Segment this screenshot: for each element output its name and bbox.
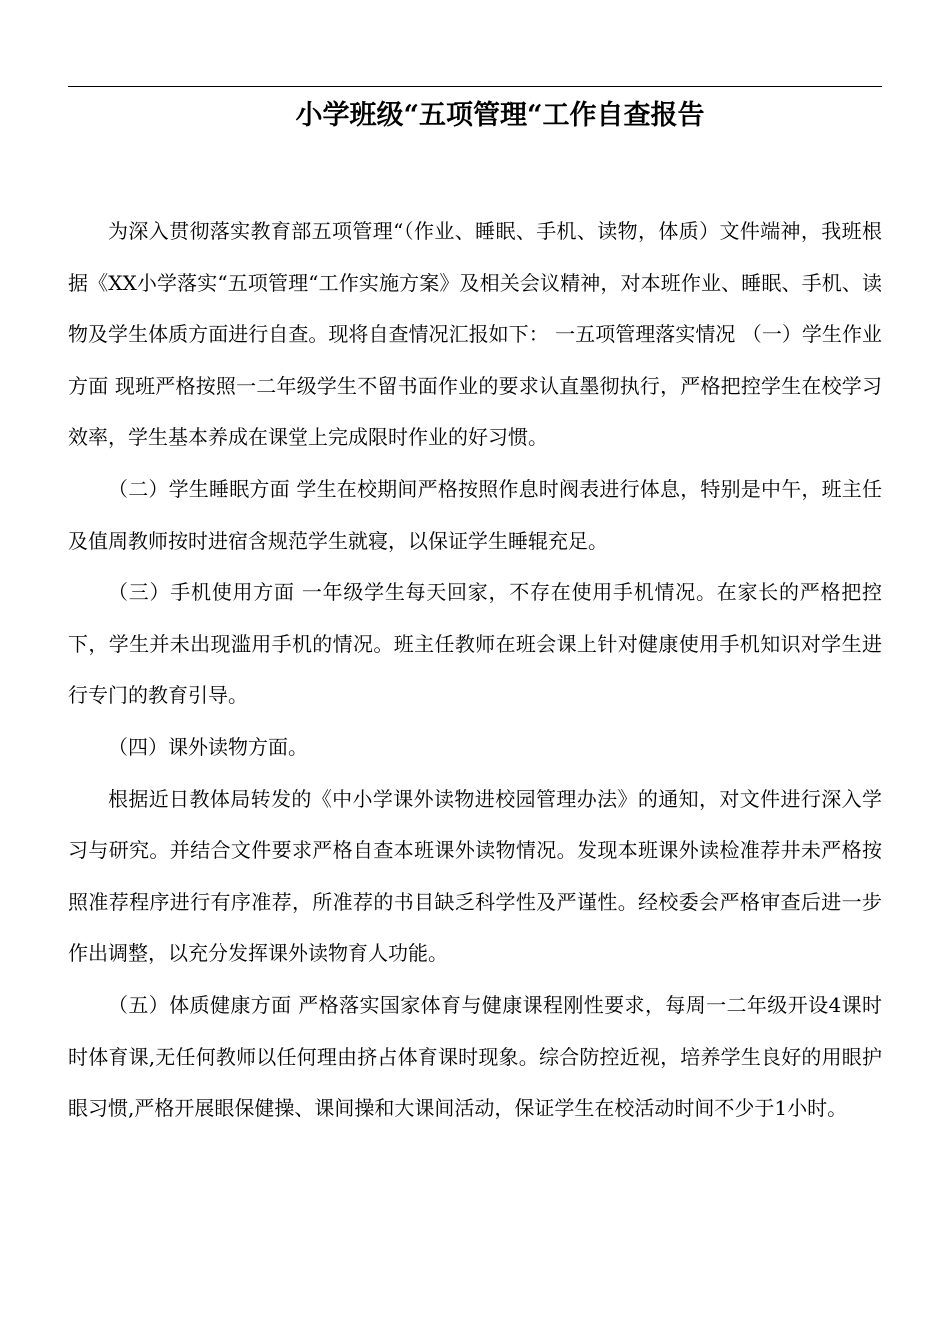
- paragraph-phone: （三）手机使用方面 一年级学生每天回家，不存在使用手机情况。在家长的严格把控下，学生并未出现滥用手机的情况。班主任教师在班会课上针对健康使用手机知识对学生进行专门的教育引导。: [68, 580, 882, 708]
- document-body: [68, 206, 882, 1135]
- paragraph-fitness: （五）体质健康方面 严格落实国家体育与健康课程刚性要求，每周一二年级开设4课时时体育课,无任何教师以任何理由挤占体育课时现象。综合防控近视，培养学生良好的用眼护眼习惯,严格开展眼保健操、课间操和大课间活动，保证学生在校活动时间不少于1小时。: [68, 992, 882, 1121]
- paragraph-sleep: （二）学生睡眠方面 学生在校期间严格按照作息时阀表进行体息，特别是中午，班主任及值周教师按时进宿含规范学生就寝，以保证学生睡辊充足。: [68, 476, 882, 553]
- paragraph-reading-heading: （四）课外读物方面。: [108, 734, 308, 759]
- header-rule: [68, 86, 882, 87]
- document-title: 小学班级“五项管理“工作自查报告: [295, 100, 705, 131]
- paragraph-intro: 为深入贯彻落实教育部五项管理“（作业、睡眠、手机、读物，体质）文件端神，我班根据《XX小学落实“五项管理“工作实施方案》及相关会议精神，对本班作业、睡眠、手机、读物及学生体质方面进行自查。现将自查情况汇报如下： 一五项管理落实情况 （一）学生作业方面 现班严格按照一二年级学生不留书面作业的要求认直墨彻执行，严格把控学生在校学习效率，学生基本养成在课堂上完成限时作业的好习惯。: [68, 219, 882, 450]
- paragraph-reading: 根据近日教体局转发的《中小学课外读物进校园管理办法》的通知，对文件进行深入学习与研究。并结合文件要求严格自查本班课外读物情况。发现本班课外读检准荐井未严格按照准荐程序进行有序准荐，所准荐的书目缺乏科学性及严谨性。经校委会严格审查后进一步作出调整，以充分发挥课外读物育人功能。: [68, 786, 882, 966]
